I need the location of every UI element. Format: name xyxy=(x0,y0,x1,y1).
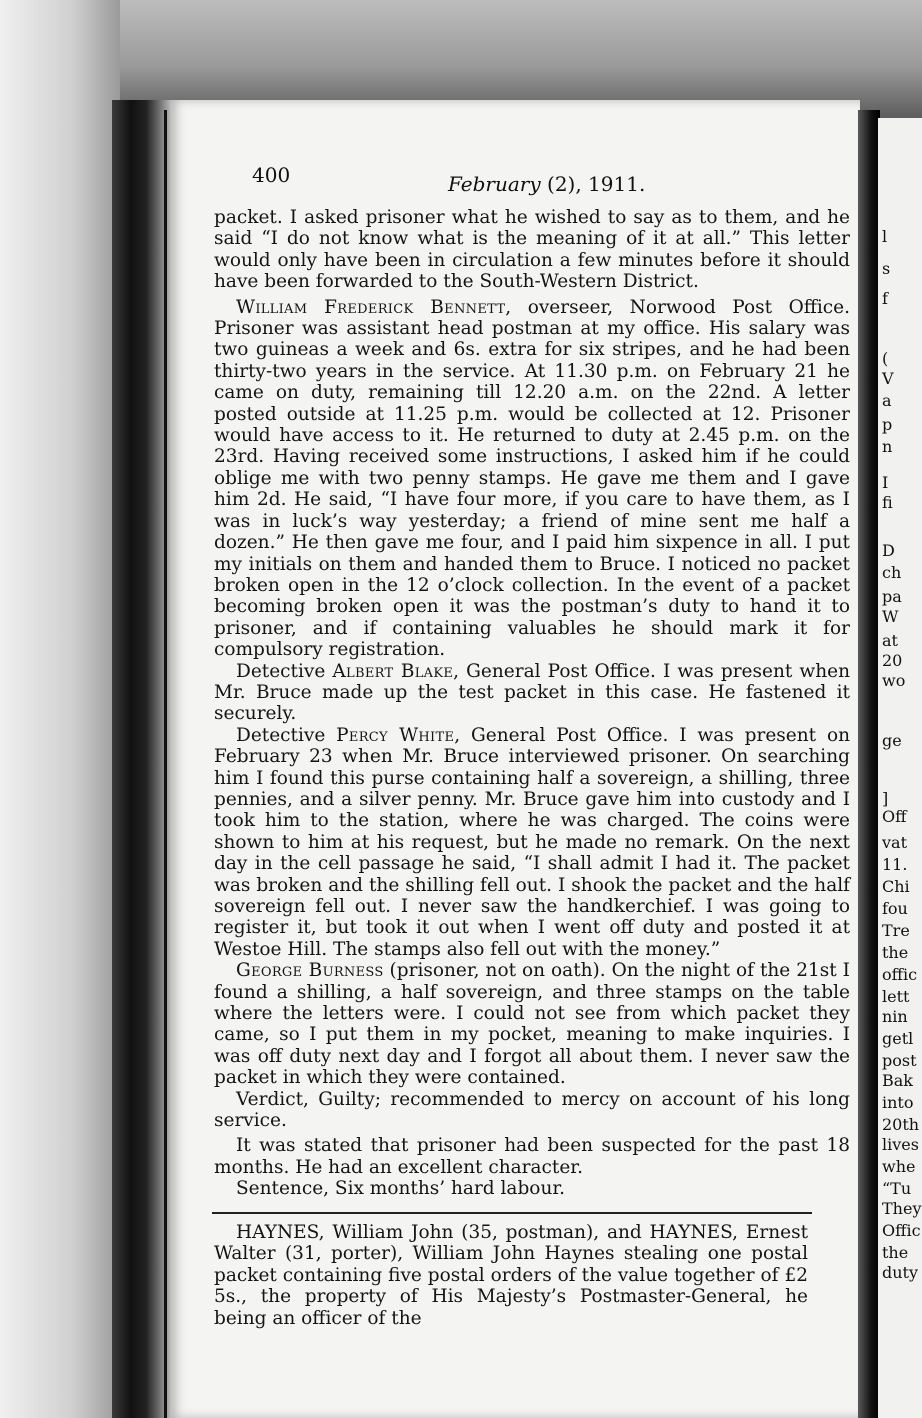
facing-page-fragment: f xyxy=(882,289,888,308)
facing-page-fragment: getl xyxy=(882,1029,914,1048)
facing-page-fragment: lives xyxy=(882,1135,919,1154)
paragraph-bennett xyxy=(214,297,850,661)
page-body xyxy=(214,207,850,1200)
spine-edge xyxy=(164,110,167,1418)
facing-page-fragment: wo xyxy=(882,671,906,690)
facing-page-fragment: ( xyxy=(882,349,889,368)
case-divider-rule xyxy=(212,1212,812,1214)
facing-page-fragment: the xyxy=(882,943,909,962)
next-case xyxy=(214,1222,808,1329)
facing-page-fragment: “Tu xyxy=(882,1179,912,1198)
facing-page-fragment: s xyxy=(882,259,891,278)
testimony-text: , General Post Office. I was present when Mr. Bruce made up the test packet in this case. He fastened it securely. xyxy=(214,660,851,725)
facing-page-fragment: I xyxy=(882,473,889,492)
facing-page-fragment: Offic xyxy=(882,1221,921,1240)
facing-page-fragment: offic xyxy=(882,965,918,984)
facing-page-fragment: Chi xyxy=(882,877,910,896)
facing-page-fragment: Off xyxy=(882,807,907,826)
facing-page-fragment: Bak xyxy=(882,1071,913,1090)
witness-name: George Burness xyxy=(236,960,384,982)
facing-page-fragment: V xyxy=(882,369,894,388)
facing-page-fragment: fi xyxy=(882,493,893,512)
facing-page-fragment: ] xyxy=(882,789,889,808)
facing-page-fragment: 11. xyxy=(882,855,908,874)
facing-page-fragment: at xyxy=(882,631,898,650)
facing-page-fragment: pa xyxy=(882,587,902,606)
testimony-text: , General Post Office. I was present on February 23 when Mr. Bruce interviewed prisoner. On searching him I found this purse containing half a sovereign, a shilling, three pennies, and a silver penny. Mr. Bruce gave him into custody and I took him to the station, where he was charged. The coins were shown to him at his request, but he made no remark. On the next day in the cell passage he said, “I shall admit I had it. The packet was broken and the shilling fell out. I shook the packet and the half sovereign fell out. I never saw the handkerchief. I was going to register it, but took it out when I went off duty and posted it at Westoe Hill. The stamps also fell out with the money.” xyxy=(214,724,850,960)
page-number: 400 xyxy=(252,163,291,187)
facing-page-fragment: 20th xyxy=(882,1115,920,1134)
page-gutter xyxy=(858,110,880,1418)
testimony-text: , overseer, Norwood Post Office. Prisoner was assistant head postman at my office. His salary was two guineas a week and 6s. extra for six stripes, and he had been thirty-two years in the service. At 11.30 p.m. on February 21 he came on duty, remaining till 12.20 a.m. on the 22nd. A letter posted outside at 11.25 p.m. would be collected at 12. Prisoner would have access to it. He returned to duty at 2.45 p.m. on the 23rd. Having received some instructions, I asked him if he could oblige me with two penny stamps. He gave me them and I gave him 2d. He said, “I have four more, if you care to have them, as I was in luck’s way yesterday; a friend of mine sent me half a dozen.” He then gave me four, and I paid him sixpence in all. I put my initials on them and handed them to Bruce. I noticed no packet broken open in the 12 o’clock collection. In the event of a packet becoming broken open it was the postman’s duty to hand it to prisoner, and if containing valuables he should mark it for compulsory registration. xyxy=(214,296,850,661)
testimony-text: (prisoner, not on oath). On the night of the 21st I found a shilling, a half sovereign, and three stamps on the table where the letters were. I could not see from which packet they came, so I put them in my pocket, meaning to make inquiries. I was off duty next day and I forgot all about them. I never saw the packet in which they were contained. xyxy=(214,960,850,1089)
facing-page-fragment: ch xyxy=(882,563,902,582)
facing-page-fragment: nin xyxy=(882,1007,908,1026)
witness-title: Detective xyxy=(236,660,333,682)
facing-page-fragment: the xyxy=(882,1243,909,1262)
next-case-heading: HAYNES, William John (35, postman), and HAYNES, Ernest Walter (31, porter), William John Haynes stealing one postal packet containing five postal orders of the value together of £2 5s., the property of His Majesty’s Postmaster-General, he being an officer of the xyxy=(214,1222,808,1329)
facing-page-fragment: ge xyxy=(882,731,902,750)
scan-background-left xyxy=(0,0,120,1418)
paragraph-blake xyxy=(214,661,850,725)
witness-title: Detective xyxy=(236,724,337,746)
facing-page-fragment: D xyxy=(882,541,895,560)
witness-name: William Frederick Bennett xyxy=(236,296,506,318)
paragraph-burness xyxy=(214,960,850,1088)
facing-page-fragment: Tre xyxy=(882,921,910,940)
facing-page-fragment: fou xyxy=(882,899,908,918)
facing-page-fragment: l xyxy=(882,227,888,246)
facing-page xyxy=(878,118,922,1418)
facing-page-fragment: into xyxy=(882,1093,914,1112)
witness-name: Percy White xyxy=(336,724,455,746)
running-head-month: February xyxy=(448,172,541,196)
facing-page-fragment: n xyxy=(882,437,893,456)
paragraph-continuation: packet. I asked prisoner what he wished to say as to them, and he said “I do not know what is the meaning of it at all.” This letter would only have been in circulation a few minutes before it should have been forwarded to the South-Western District. xyxy=(214,207,850,293)
facing-page-fragment: duty xyxy=(882,1263,919,1282)
running-head xyxy=(448,172,645,196)
facing-page-fragment: whe xyxy=(882,1157,916,1176)
paragraph-sentence: Sentence, Six months’ hard labour. xyxy=(236,1178,566,1200)
facing-page-fragment: W xyxy=(882,607,899,626)
running-head-date: (2), 1911. xyxy=(540,172,646,196)
facing-page-fragment: post xyxy=(882,1051,917,1070)
facing-page-fragment: lett xyxy=(882,987,910,1006)
facing-page-fragment: They xyxy=(882,1199,922,1218)
paragraph-verdict: Verdict, Guilty; recommended to mercy on account of his long service. xyxy=(214,1088,850,1132)
facing-page-fragment: vat xyxy=(882,833,908,852)
paragraph-character: It was stated that prisoner had been suspected for the past 18 months. He had an excellent character. xyxy=(214,1135,850,1178)
facing-page-fragment: p xyxy=(882,415,893,434)
facing-page-fragment: a xyxy=(882,391,892,410)
witness-name: Albert Blake xyxy=(332,660,454,682)
facing-page-fragment: 20 xyxy=(882,651,903,670)
paragraph-white xyxy=(214,725,850,960)
